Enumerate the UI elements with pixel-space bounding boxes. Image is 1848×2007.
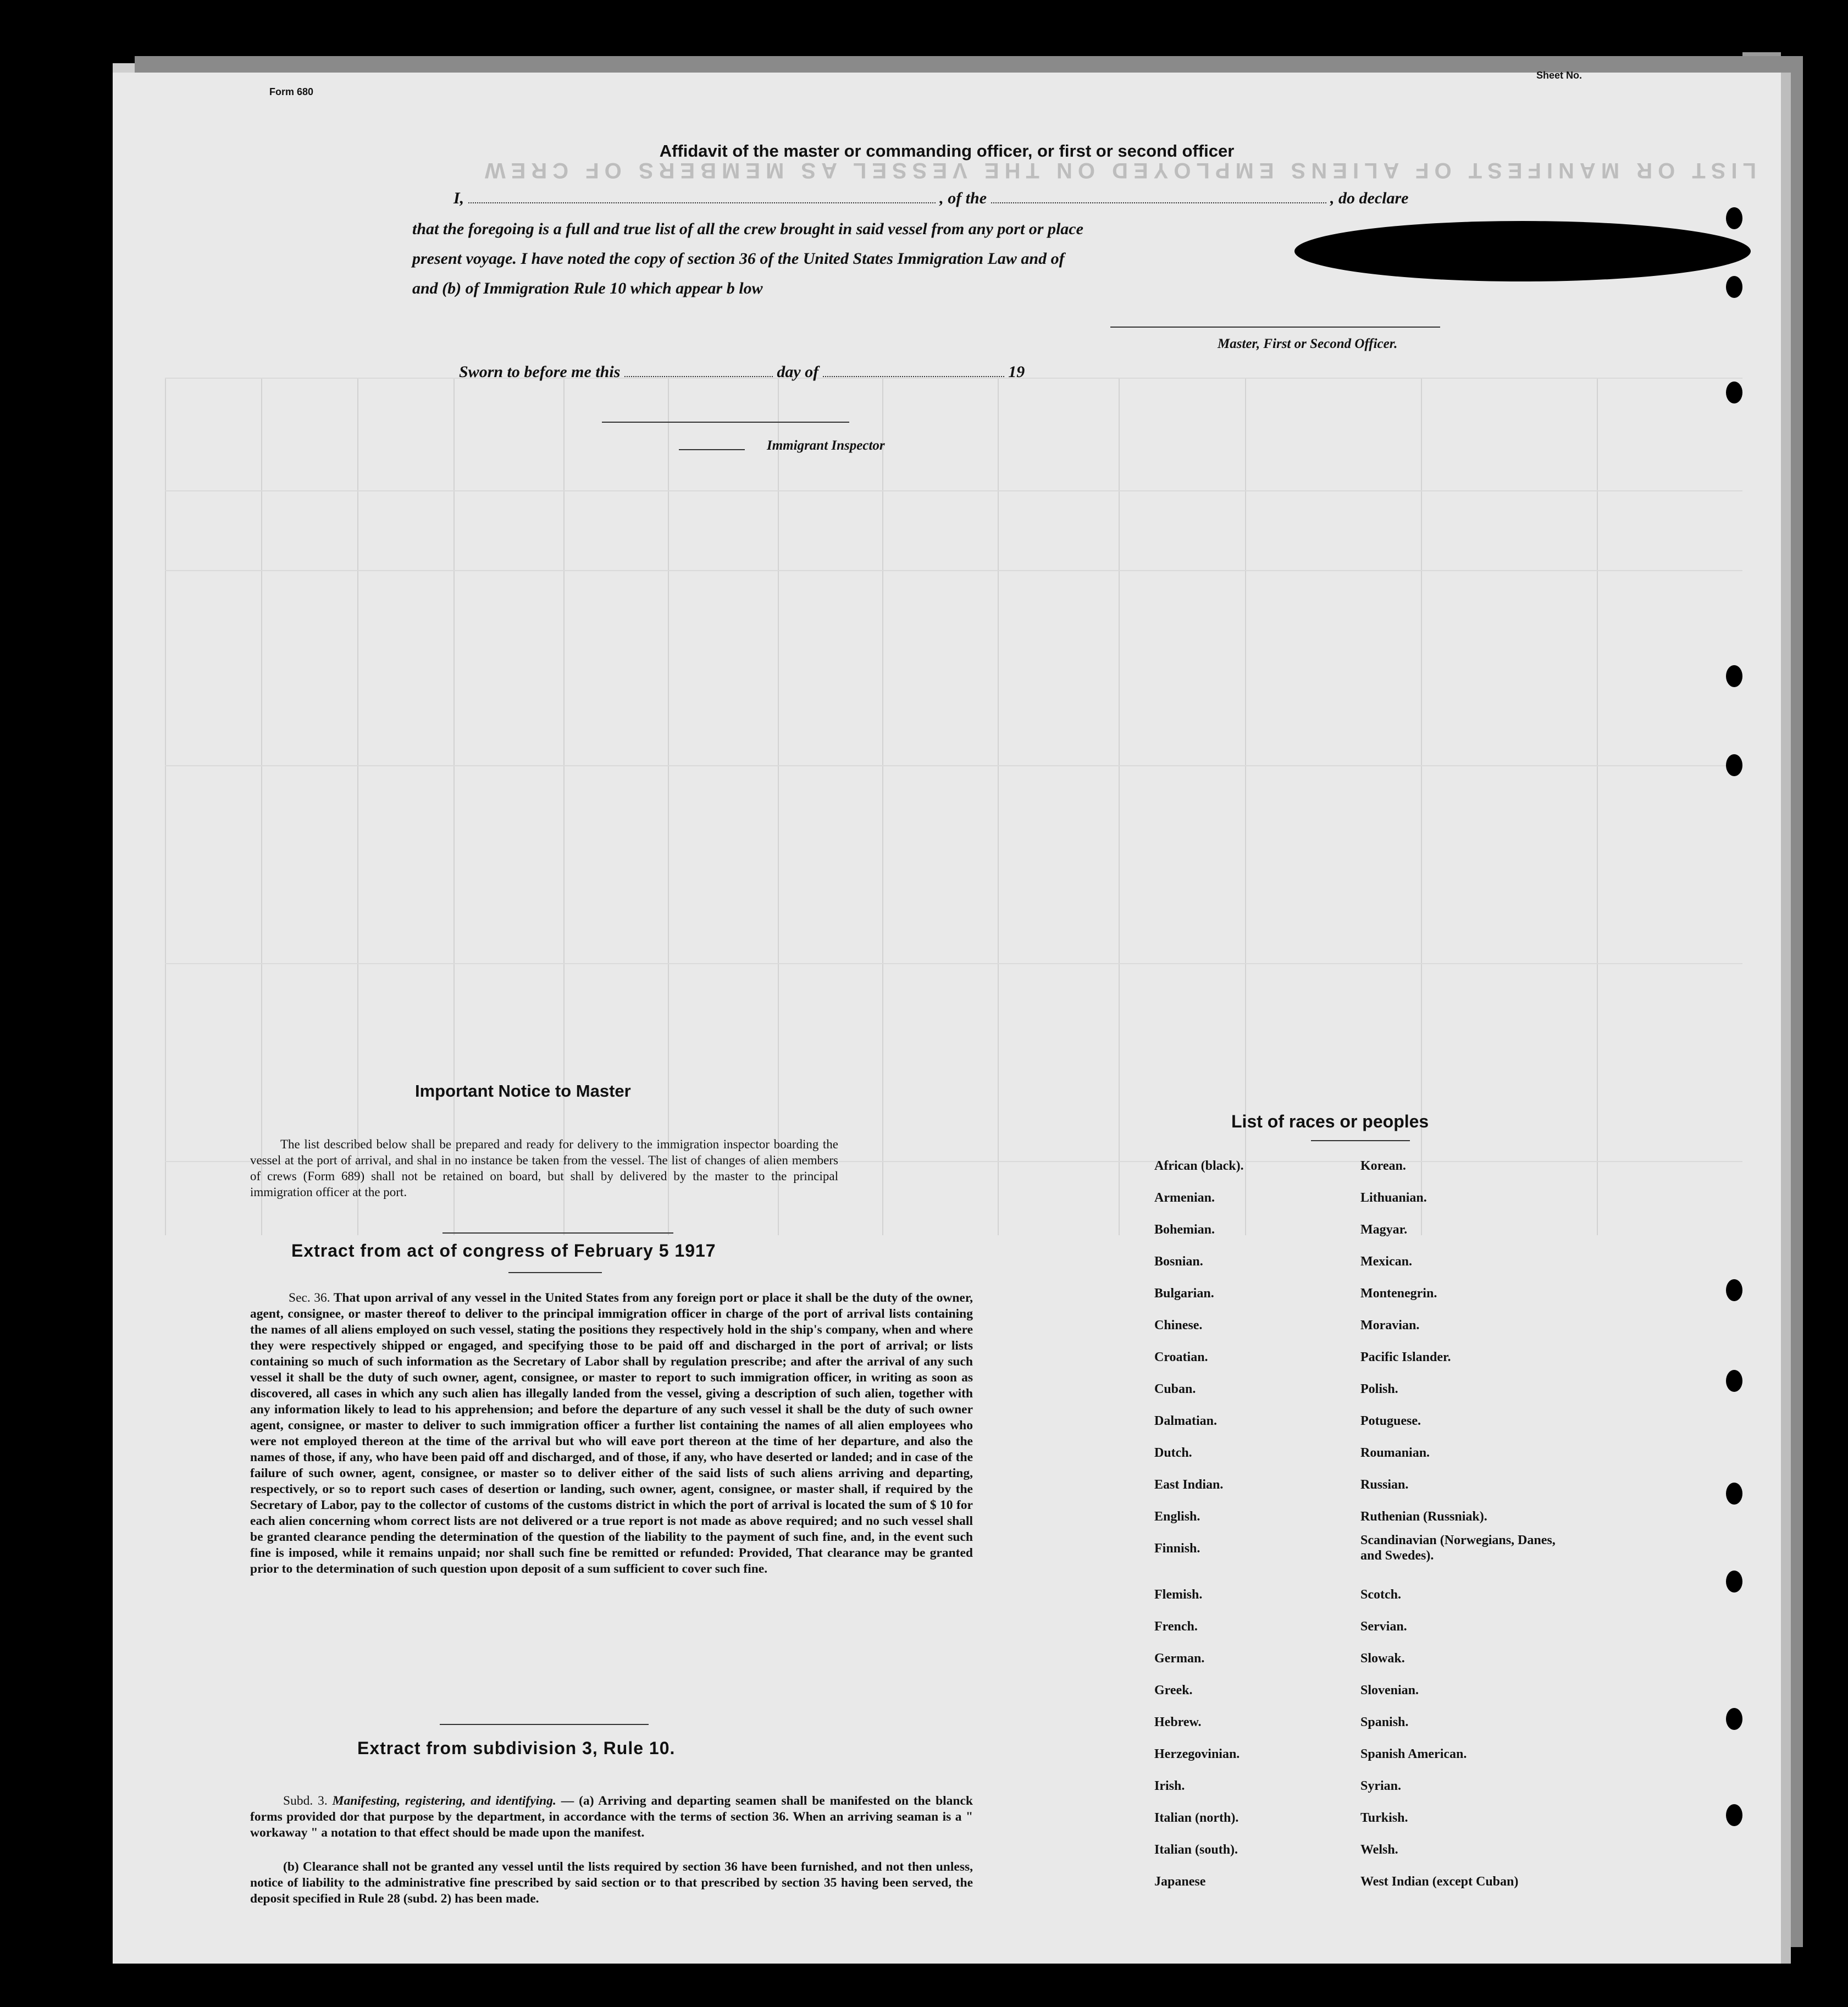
notice-body: The list described below shall be prepared and ready for delivery to the immigration inspector boarding the vessel at the port of arrival, and shal in no instance be taken from the vessel. The list of changes of alien members of crews (Form 689) shall not be retained on board, but shall by delivered by the master to the principal immigration officer at the port. xyxy=(250,1137,838,1199)
punch-hole xyxy=(1726,276,1742,298)
section-36-body: That upon arrival of any vessel in the United States from any foreign port or place it shall be the duty of the owner, agent, consignee, or master thereof to deliver to the principal immigration officer in charge of the port of arrival lists containing the names of all aliens employed on such vessel, stating the positions they respectively hold in the ship's company, when and where they were respectively shipped or engaged, and specifying those to be paid off and discharged in the port of arrival; or lists containing so much of such information as the Secretary of Labor shall by regulation prescribe; and after the arrival of any such vessel it shall be the duty of such owner, agent, consignee, or master to report to such immigration officer, in writing as soon as discovered, all cases in which any such alien has illegally landed from the vessel, giving a description of such alien, together with any information likely to lead to his apprehension; and before the departure of any such vessel it shall be the duty of such owner agent, consignee, or master to deliver to such immigration officer a further list containing the names of all alien employees who were not employed thereon at the time of the arrival but who will eave port thereon at the time of her departure, and also the names of those, if any, who have been paid off and discharged, and of those, if any, who have deserted or landed; and in case of the failure of such owner, agent, consignee, or master so to deliver either of the said lists of such aliens arriving and departing, respectively, or so to report such cases of desertion or landing, such owner, agent, consignee, or master shall, if required by the Secretary of Labor, pay to the collector of customs of the customs district in which the port of arrival is located the sum of $ 10 for each alien concerning whom correct lists are not delivered or a true report is not made as above required; and no such vessel shall be granted clearance pending the determination of the question of the liability to the payment of such fine, and, in the event such fine is imposed, while it remains unpaid; nor shall such fine be remitted or refunded: Provided, That clearance may be granted prior to the determination of such question upon deposit of a sum sufficient to cover such fine. xyxy=(250,1291,973,1576)
race-item: Magyar. xyxy=(1360,1223,1408,1237)
subd-b-body: Clearance shall not be granted any vessel until the lists required by section 36 have been furnished, and not then unless, notice of liability to the administrative fine prescribed by said section or to that prescribed by section 35 having been served, the deposit specified in Rule 28 (subd. 2) has been made. xyxy=(250,1860,973,1906)
notice-title: Important Notice to Master xyxy=(415,1081,631,1101)
race-item: Italian (south). xyxy=(1154,1843,1238,1857)
race-item: Cuban. xyxy=(1154,1382,1196,1396)
punch-hole xyxy=(1726,1571,1742,1593)
race-item: West Indian (except Cuban) xyxy=(1360,1875,1519,1889)
races-right-column xyxy=(1360,1150,1558,1898)
race-item: Spanish American. xyxy=(1360,1747,1467,1761)
punch-hole xyxy=(1726,754,1742,776)
race-item: Russian. xyxy=(1360,1478,1409,1492)
races-divider xyxy=(1311,1140,1410,1141)
race-item: Hebrew. xyxy=(1154,1715,1202,1729)
race-item: Montenegrin. xyxy=(1360,1286,1437,1301)
sworn-line xyxy=(459,363,1025,382)
extract-rule-title: Extract from subdivision 3, Rule 10. xyxy=(357,1738,676,1758)
sworn-year: 19 xyxy=(1008,363,1025,381)
race-item: Potuguese. xyxy=(1360,1414,1421,1428)
race-item: Turkish. xyxy=(1360,1811,1408,1825)
race-item: Syrian. xyxy=(1360,1779,1402,1793)
race-item: Scotch. xyxy=(1360,1588,1401,1602)
punch-hole xyxy=(1726,1279,1742,1301)
race-item: Finnish. xyxy=(1154,1541,1200,1556)
sworn-prefix: Sworn to before me this xyxy=(459,363,621,381)
inspector-line-1 xyxy=(602,422,849,423)
affidavit-of-the: , of the xyxy=(939,189,987,207)
divider-2 xyxy=(508,1272,602,1273)
vessel-blank[interactable] xyxy=(991,201,1326,203)
punch-hole xyxy=(1726,1370,1742,1392)
race-item: Italian (north). xyxy=(1154,1811,1239,1825)
form-label: Form 680 xyxy=(269,86,314,97)
extract-act-title: Extract from act of congress of February 5 1917 xyxy=(291,1241,716,1260)
race-item: German. xyxy=(1154,1651,1205,1666)
section-label: Sec. 36. xyxy=(289,1291,330,1305)
affidavit-i: I, xyxy=(453,189,464,207)
affidavit-line3: present voyage. I have noted the copy of section 36 of the United States Immigration Law and of xyxy=(412,250,1065,268)
punch-hole xyxy=(1726,207,1742,229)
race-item: Pacific Islander. xyxy=(1360,1350,1451,1364)
ghost-list-title: LIST OR MANIFEST OF ALIENS EMPLOYED ON THE VESSEL AS MEMBERS OF CREW xyxy=(479,158,1756,183)
race-item: French. xyxy=(1154,1619,1198,1634)
redaction-mark xyxy=(1294,221,1751,281)
section-36-text xyxy=(250,1290,973,1577)
race-item: Chinese. xyxy=(1154,1318,1203,1333)
divider-3 xyxy=(440,1724,649,1725)
race-item: Japanese xyxy=(1154,1875,1206,1889)
affidavit-title: Affidavit of the master or commanding officer, or first or second officer xyxy=(659,141,1235,161)
subd-b-label: (b) xyxy=(283,1860,299,1874)
race-item: Mexican. xyxy=(1360,1254,1412,1269)
sworn-day: day of xyxy=(777,363,819,381)
affidavit-line1 xyxy=(453,189,1408,208)
race-item: Lithuanian. xyxy=(1360,1191,1427,1205)
race-item: English. xyxy=(1154,1510,1200,1524)
race-item: Croatian. xyxy=(1154,1350,1208,1364)
punch-hole xyxy=(1726,1804,1742,1826)
signature-caption: Master, First or Second Officer. xyxy=(1218,336,1398,351)
race-item: Welsh. xyxy=(1360,1843,1398,1857)
punch-hole xyxy=(1726,382,1742,403)
subd-label: Subd. 3. xyxy=(283,1794,328,1808)
race-item: East Indian. xyxy=(1154,1478,1224,1492)
sworn-date-blank[interactable] xyxy=(624,375,773,377)
race-item: Herzegovinian. xyxy=(1154,1747,1240,1761)
punch-hole xyxy=(1726,1708,1742,1730)
race-item: Bulgarian. xyxy=(1154,1286,1214,1301)
inspector-line-2 xyxy=(679,449,745,450)
race-item: Dutch. xyxy=(1154,1446,1192,1460)
sworn-month-blank[interactable] xyxy=(823,375,1004,377)
punch-hole xyxy=(1726,1483,1742,1505)
race-item: Irish. xyxy=(1154,1779,1185,1793)
sheet-label: Sheet No. xyxy=(1536,70,1583,81)
race-item: Scandinavian (Norwegians, Danes, and Swedes). xyxy=(1360,1533,1556,1563)
race-item: Korean. xyxy=(1360,1159,1406,1173)
manifest-page xyxy=(113,70,1781,1964)
subd-a-body: — (a) Arriving and departing seamen shall be manifested on the blanck forms provided dor that purpose by the department, in accordance with the terms of section 36. When an arriving seaman is a " workaway " a notation to that effect should be made upon the manifest. xyxy=(250,1794,973,1840)
race-item: Slowak. xyxy=(1360,1651,1405,1666)
race-item: Greek. xyxy=(1154,1683,1193,1698)
race-item: African (black). xyxy=(1154,1159,1244,1173)
race-item: Slovenian. xyxy=(1360,1683,1419,1698)
inspector-caption: Immigrant Inspector xyxy=(767,438,885,453)
race-item: Armenian. xyxy=(1154,1191,1215,1205)
subd-heading: Manifesting, registering, and identifying. xyxy=(332,1794,556,1808)
race-item: Roumanian. xyxy=(1360,1446,1430,1460)
punch-hole xyxy=(1726,665,1742,687)
race-item: Ruthenian (Russniak). xyxy=(1360,1510,1487,1524)
race-item: Moravian. xyxy=(1360,1318,1420,1333)
race-item: Dalmatian. xyxy=(1154,1414,1217,1428)
race-item: Spanish. xyxy=(1360,1715,1409,1729)
race-item: Bosnian. xyxy=(1154,1254,1203,1269)
race-item: Servian. xyxy=(1360,1619,1407,1634)
race-item: Polish. xyxy=(1360,1382,1398,1396)
rule-10-para-a xyxy=(250,1793,973,1841)
rule-10-para-b xyxy=(250,1859,973,1907)
race-item: Bohemian. xyxy=(1154,1223,1215,1237)
divider-1 xyxy=(442,1232,673,1234)
races-left-column xyxy=(1154,1150,1244,1898)
name-blank[interactable] xyxy=(468,201,936,203)
signature-line xyxy=(1110,327,1440,328)
affidavit-line4: and (b) of Immigration Rule 10 which appear b low xyxy=(412,279,763,297)
races-title: List of races or peoples xyxy=(1231,1112,1429,1131)
race-item: Flemish. xyxy=(1154,1588,1203,1602)
affidavit-declare: , do declare xyxy=(1330,189,1409,207)
affidavit-line2: that the foregoing is a full and true list of all the crew brought in said vessel from any port or place xyxy=(412,220,1083,238)
